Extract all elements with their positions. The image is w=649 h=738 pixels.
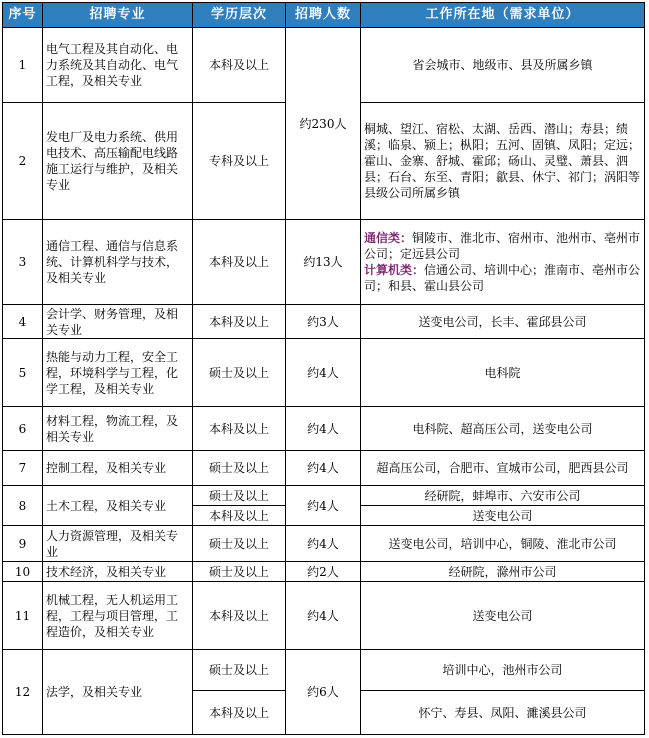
row-major: 土木工程，及相关专业 (43, 486, 193, 526)
row-no: 2 (3, 103, 43, 220)
row-count: 约4人 (286, 526, 361, 562)
row-count: 约3人 (286, 305, 361, 339)
row-level: 硕士及以上 (193, 526, 286, 562)
row-level: 本科及以上 (193, 28, 286, 103)
row-level: 本科及以上 (193, 506, 286, 526)
row-no: 1 (3, 28, 43, 103)
category-text-communication: 铜陵市、淮北市、宿州市、池州市、亳州市公司；定远县公司 (364, 231, 641, 261)
row-location: 经研院，蚌埠市、六安市公司 (361, 486, 645, 506)
row-count: 约4人 (286, 339, 361, 407)
row-level: 硕士及以上 (193, 486, 286, 506)
table-row (3, 305, 645, 339)
header-location: 工作所在地（需求单位） (361, 3, 645, 28)
header-no: 序号 (3, 3, 43, 28)
row-no: 5 (3, 339, 43, 407)
row-location: 培训中心，池州市公司 (361, 650, 645, 691)
table-row (3, 526, 645, 562)
row-count: 约4人 (286, 582, 361, 650)
row-location: 送变电公司，长丰、霍邱县公司 (361, 305, 645, 339)
row-no: 8 (3, 486, 43, 526)
row-level: 本科及以上 (193, 582, 286, 650)
row-no: 6 (3, 407, 43, 451)
row-level: 本科及以上 (193, 691, 286, 735)
row-location (361, 220, 645, 305)
row-location: 经研院，滁州市公司 (361, 562, 645, 582)
row-major: 会计学、财务管理，及相关专业 (43, 305, 193, 339)
row-location: 电科院 (361, 339, 645, 407)
header-major: 招聘专业 (43, 3, 193, 28)
row-major: 发电厂及电力系统、供用电技术、高压输配电线路施工运行与维护，及相关专业 (43, 103, 193, 220)
row-major: 控制工程，及相关专业 (43, 451, 193, 486)
table-row (3, 562, 645, 582)
row-location: 送变电公司 (361, 506, 645, 526)
row-level: 硕士及以上 (193, 650, 286, 691)
table-row (3, 220, 645, 305)
row-count: 约4人 (286, 451, 361, 486)
row-location: 电科院、超高压公司，送变电公司 (361, 407, 645, 451)
table-row (3, 407, 645, 451)
header-level: 学历层次 (193, 3, 286, 28)
table-row (3, 451, 645, 486)
row-level: 专科及以上 (193, 103, 286, 220)
row-location: 省会城市、地级市、县及所属乡镇 (361, 28, 645, 103)
row-no: 3 (3, 220, 43, 305)
row-count: 约4人 (286, 486, 361, 526)
row-level: 硕士及以上 (193, 451, 286, 486)
row-count: 约4人 (286, 407, 361, 451)
table-row (3, 486, 645, 506)
row-location: 送变电公司 (361, 582, 645, 650)
row-no: 11 (3, 582, 43, 650)
row-major: 人力资源管理，及相关专业 (43, 526, 193, 562)
header-row (3, 3, 645, 28)
row-level: 本科及以上 (193, 407, 286, 451)
category-label-computer: 计算机类： (364, 263, 425, 277)
row-major: 材料工程，物流工程，及相关专业 (43, 407, 193, 451)
category-label-communication: 通信类： (364, 231, 413, 245)
row-major: 技术经济，及相关专业 (43, 562, 193, 582)
table-row (3, 28, 645, 103)
table-row (3, 339, 645, 407)
row-level: 硕士及以上 (193, 562, 286, 582)
row-location: 超高压公司，合肥市、宣城市公司，肥西县公司 (361, 451, 645, 486)
row-count: 约13人 (286, 220, 361, 305)
row-major: 法学，及相关专业 (43, 650, 193, 735)
table-row (3, 582, 645, 650)
row-level: 硕士及以上 (193, 339, 286, 407)
table-row (3, 650, 645, 691)
row-level: 本科及以上 (193, 220, 286, 305)
row-no: 10 (3, 562, 43, 582)
row-major: 机械工程，无人机运用工程，工程与项目管理，工程造价，及相关专业 (43, 582, 193, 650)
row-level: 本科及以上 (193, 305, 286, 339)
row-no: 7 (3, 451, 43, 486)
row-major: 电气工程及其自动化、电力系统及其自动化、电气工程，及相关专业 (43, 28, 193, 103)
row-location: 送变电公司，培训中心，铜陵、淮北市公司 (361, 526, 645, 562)
row-location: 桐城、望江、宿松、太湖、岳西、潜山；寿县；绩溪；临泉、颍上；枞阳；五河、固镇、凤阳；定远；霍山、金寨、舒城、霍邱；砀山、灵璧、萧县、泗县；石台、东至、青阳；歙县、休宁、祁门；涡阳等县级公司所属乡镇 (361, 103, 645, 220)
category-text-computer: 信通公司、培训中心；淮南市、亳州市公司；和县、霍山县公司 (364, 263, 641, 293)
row-major: 热能与动力工程，安全工程，环境科学与工程，化学工程，及相关专业 (43, 339, 193, 407)
row-location: 怀宁、寿县、凤阳、濉溪县公司 (361, 691, 645, 735)
header-count: 招聘人数 (286, 3, 361, 28)
row-count: 约2人 (286, 562, 361, 582)
row-no: 12 (3, 650, 43, 735)
row-count: 约6人 (286, 650, 361, 735)
row-count: 约230人 (286, 28, 361, 220)
row-no: 4 (3, 305, 43, 339)
row-major: 通信工程、通信与信息系统、计算机科学与技术，及相关专业 (43, 220, 193, 305)
row-no: 9 (3, 526, 43, 562)
recruitment-table (2, 2, 645, 735)
